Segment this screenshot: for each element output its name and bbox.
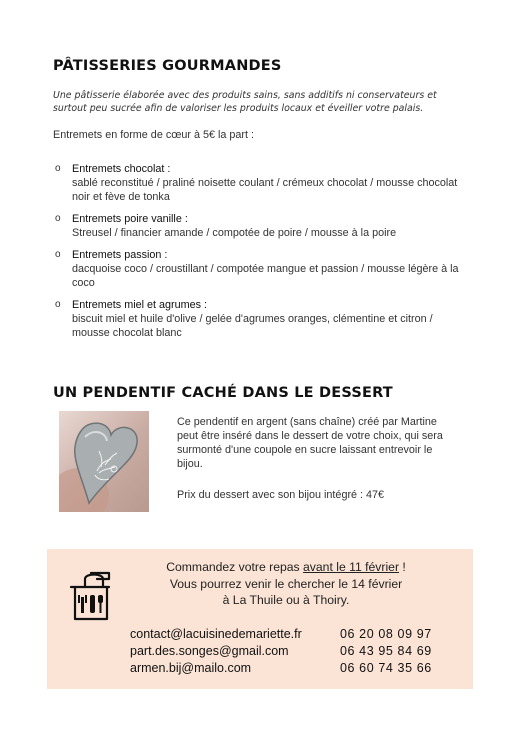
entremets-list [55,162,465,348]
order-line-2: Vous pourrez venir le chercher le 14 février [169,576,403,591]
contact-email[interactable]: part.des.songes@gmail.com [130,644,289,658]
item-title: Entremets chocolat : [72,163,171,175]
list-item [55,162,465,204]
item-description: Streusel / financier amande / compotée de poire / mousse à la poire [72,227,397,239]
bullet-marker: o [55,249,61,260]
list-item [55,248,465,290]
item-title: Entremets miel et agrumes : [72,299,208,311]
list-item [55,298,465,340]
contact-row [130,661,460,678]
order-line-1-end: ! [399,560,406,574]
bullet-marker: o [55,299,61,310]
order-deadline: avant le 11 février [303,560,400,574]
pendentif-price: Prix du dessert avec son bijou intégré : 47€ [177,489,385,501]
bullet-marker: o [55,213,61,224]
patisseries-lead: Entremets en forme de cœur à 5€ la part : [53,129,255,141]
contact-phone: 06 60 74 35 66 [340,661,432,675]
item-title: Entremets poire vanille : [72,213,188,225]
pendentif-title: UN PENDENTIF CACHÉ DANS LE DESSERT [53,385,393,401]
order-box [47,549,473,689]
order-line-1 [107,559,465,576]
contact-phone: 06 43 95 84 69 [340,644,432,658]
contact-phone: 06 20 08 09 97 [340,627,432,641]
order-message [107,559,465,609]
patisseries-intro: Une pâtisserie élaborée avec des produits sains, sans additifs ni conservateurs et surtout peu sucrée afin de valoriser les produits locaux et éveiller votre palais. [53,90,437,114]
pendentif-description: Ce pendentif en argent (sans chaîne) créé par Martine peut être inséré dans le dessert de votre choix, qui sera surmonté d'une coupole en sucre laissant entrevoir le bijou. [177,416,443,470]
item-description: biscuit miel et huile d'olive / gelée d'agrumes oranges, clémentine et citron / mousse chocolat blanc [72,313,433,339]
item-description: sablé reconstitué / praliné noisette coulant / crémeux chocolat / mousse chocolat noir et fève de tonka [72,177,458,203]
bullet-marker: o [55,163,61,174]
contact-row [130,627,460,644]
order-line-1-start: Commandez votre repas [166,560,304,574]
list-item [55,212,465,240]
order-line-3: à La Thuile ou à Thoiry. [222,593,350,607]
contact-email[interactable]: armen.bij@mailo.com [130,661,252,675]
contact-list [130,627,460,678]
item-description: dacquoise coco / croustillant / compotée mangue et passion / mousse légère à la coco [72,263,459,289]
pendant-photo [59,411,149,512]
heart-pendant-image [59,411,149,512]
contact-row [130,644,460,661]
item-title: Entremets passion : [72,249,168,261]
contact-email[interactable]: contact@lacuisinedemariette.fr [130,627,302,641]
patisseries-title: PÂTISSERIES GOURMANDES [53,58,282,74]
